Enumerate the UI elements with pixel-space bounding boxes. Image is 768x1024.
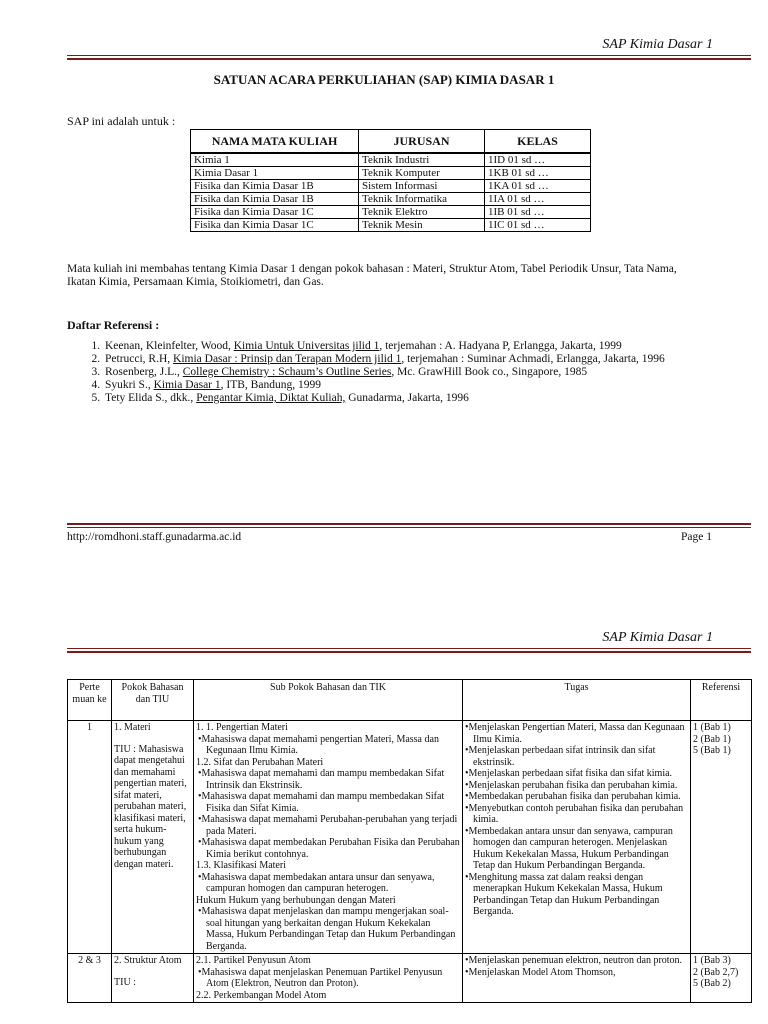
sub-point: • Mahasiswa dapat membedakan antara unsur dan senyawa, campuran homogen dan campuran heterogen. xyxy=(196,872,460,895)
reference-details: , Mc. GrawHill Book co., Singapore, 1985 xyxy=(391,366,588,378)
table-row xyxy=(191,193,591,206)
reference-details: Gunadarma, Jakarta, 1996 xyxy=(345,392,469,404)
sub-point: • Mahasiswa dapat menjelaskan dan mampu mengerjakan soal-soal hitungan yang berkaitan dengan Hukum Kekekalan Massa, Hukum Perbandingan Tetap dan Hukum Perbandingan Berganda. xyxy=(196,906,460,952)
column-header: NAMA MATA KULIAH xyxy=(191,130,359,154)
table-cell: 1IB 01 sd … xyxy=(485,206,591,219)
sub-heading: 1.2. Sifat dan Perubahan Materi xyxy=(196,756,324,768)
referensi-item: 1 (Bab 1) xyxy=(693,722,731,733)
reference-item xyxy=(103,366,743,379)
references-heading: Daftar Referensi : xyxy=(67,318,160,332)
table-row xyxy=(68,721,752,954)
pokok-title: 1. Materi xyxy=(114,722,151,733)
tugas-item: • Menyebutkan contoh perubahan fisika dan perubahan kimia. xyxy=(465,803,688,826)
header-rule xyxy=(67,55,751,56)
table-cell: Fisika dan Kimia Dasar 1B xyxy=(191,180,359,193)
table-cell: Teknik Mesin xyxy=(359,219,485,232)
table-row xyxy=(68,954,752,1003)
sub-heading: 2.1. Partikel Penyusun Atom xyxy=(196,955,311,966)
footer-rule xyxy=(67,527,751,528)
tugas-cell xyxy=(463,954,691,1003)
table-cell: Teknik Informatika xyxy=(359,193,485,206)
reference-title: College Chemistry : Schaum’s Outline Series xyxy=(182,366,392,378)
tugas-item: • Menjelaskan perbedaan sifat intrinsik dan sifat ekstrinsik. xyxy=(465,745,688,768)
table-cell: Kimia 1 xyxy=(191,153,359,167)
references-list xyxy=(67,340,743,405)
pokok-title: 2. Struktur Atom xyxy=(114,955,182,966)
reference-title: Kimia Dasar : Prinsip dan Terapan Modern jilid 1 xyxy=(173,353,402,365)
pokok-bahasan-cell xyxy=(112,954,194,1003)
reference-details: , terjemahan : Suminar Achmadi, Erlangga, Jakarta, 1996 xyxy=(401,353,665,365)
reference-title: Pengantar Kimia, Diktat Kuliah, xyxy=(196,392,346,404)
header-rule-thick xyxy=(67,651,751,653)
table-cell: Sistem Informasi xyxy=(359,180,485,193)
sub-point: • Mahasiswa dapat memahami pengertian Materi, Massa dan Kegunaan Ilmu Kimia. xyxy=(196,734,460,757)
reference-title: Kimia Dasar 1 xyxy=(153,379,221,391)
table-row xyxy=(191,153,591,167)
reference-item xyxy=(103,392,743,405)
tugas-item: • Membedakan antara unsur dan senyawa, campuran homogen dan campuran heterogen. Menjelaskan Hukum Kekekalan Massa, Hukum Perbandingan Tetap dan Hukum Perbandingan Berganda. xyxy=(465,826,688,872)
table-cell: 1KA 01 sd … xyxy=(485,180,591,193)
table-cell: 1IA 01 sd … xyxy=(485,193,591,206)
reference-authors: Rosenberg, J.L., xyxy=(105,366,183,378)
table-row xyxy=(191,219,591,232)
column-header-sub-pokok: Sub Pokok Bahasan dan TIK xyxy=(194,680,463,721)
header-rule xyxy=(67,648,751,649)
tugas-item: • Menjelaskan perubahan fisika dan perubahan kimia. xyxy=(465,780,688,792)
page-header-title: SAP Kimia Dasar 1 xyxy=(602,630,713,645)
footer-rule-thick xyxy=(67,523,751,525)
sub-point: • Mahasiswa dapat menjelaskan Penemuan Partikel Penyusun Atom (Elektron, Neutron dan Proton). xyxy=(196,967,460,990)
tugas-cell xyxy=(463,721,691,954)
meeting-number: 1 xyxy=(68,721,112,954)
meeting-number: 2 & 3 xyxy=(68,954,112,1003)
table-cell: 1IC 01 sd … xyxy=(485,219,591,232)
column-header: JURUSAN xyxy=(359,130,485,154)
pokok-bahasan-cell xyxy=(112,721,194,954)
column-header: KELAS xyxy=(485,130,591,154)
sub-heading: 1. 1. Pengertian Materi xyxy=(196,722,288,733)
column-header-referensi: Referensi xyxy=(691,680,752,721)
referensi-item: 5 (Bab 1) xyxy=(693,745,731,756)
reference-authors: Tety Elida S., dkk., xyxy=(105,392,197,404)
table-cell: Fisika dan Kimia Dasar 1C xyxy=(191,219,359,232)
reference-authors: Petrucci, R.H, xyxy=(105,353,174,365)
class-table xyxy=(190,129,591,232)
spacer xyxy=(114,967,191,977)
table-cell: Teknik Elektro xyxy=(359,206,485,219)
reference-title: Kimia Untuk Universitas jilid 1 xyxy=(233,340,380,352)
referensi-item: 2 (Bab 2,7) xyxy=(693,966,739,978)
spacer xyxy=(114,734,191,744)
reference-authors: Keenan, Kleinfelter, Wood, xyxy=(105,340,234,352)
table-row xyxy=(191,180,591,193)
column-header-pokok: Pokok Bahasan dan TIU xyxy=(112,680,194,721)
sub-heading: Hukum Hukum yang berhubungan dengan Materi xyxy=(196,894,396,906)
sub-point: • Mahasiswa dapat memahami dan mampu membedakan Sifat Fisika dan Sifat Kimia. xyxy=(196,791,460,814)
reference-item xyxy=(103,379,743,392)
sub-point: • Mahasiswa dapat membedakan Perubahan Fisika dan Perubahan Kimia berikut contohnya. xyxy=(196,837,460,860)
table-row xyxy=(191,167,591,180)
class-table-header xyxy=(191,130,591,154)
table-cell: Fisika dan Kimia Dasar 1C xyxy=(191,206,359,219)
sub-point: • Mahasiswa dapat memahami Perubahan-perubahan yang terjadi pada Materi. xyxy=(196,814,460,837)
table-cell: Fisika dan Kimia Dasar 1B xyxy=(191,193,359,206)
tugas-item: • Menjelaskan Model Atom Thomson, xyxy=(465,967,688,979)
reference-item xyxy=(103,353,743,366)
pokok-tiu: TIU : xyxy=(114,976,136,988)
table-cell: Teknik Komputer xyxy=(359,167,485,180)
referensi-cell xyxy=(691,954,752,1003)
reference-details: , ITB, Bandung, 1999 xyxy=(220,379,321,391)
tugas-item: • Membedakan perubahan fisika dan perubahan kimia. xyxy=(465,791,688,803)
referensi-item: 1 (Bab 3) xyxy=(693,955,731,966)
tugas-item: • Menjelaskan penemuan elektron, neutron dan proton. xyxy=(465,955,688,967)
reference-item xyxy=(103,340,743,353)
sub-heading: 1.3. Klasifikasi Materi xyxy=(196,860,286,871)
sub-pokok-cell xyxy=(194,954,463,1003)
reference-details: , terjemahan : A. Hadyana P, Erlangga, Jakarta, 1999 xyxy=(379,340,622,352)
document-title: SATUAN ACARA PERKULIAHAN (SAP) KIMIA DASAR 1 xyxy=(213,72,555,87)
tugas-item: • Menjelaskan Pengertian Materi, Massa dan Kegunaan Ilmu Kimia. xyxy=(465,722,688,745)
sub-pokok-cell xyxy=(194,721,463,954)
sap-table xyxy=(67,679,752,1003)
tugas-item: • Menjelaskan perbedaan sifat fisika dan sifat kimia. xyxy=(465,768,688,780)
table-row xyxy=(191,206,591,219)
column-header-tugas: Tugas xyxy=(463,680,691,721)
footer-url: http://romdhoni.staff.gunadarma.ac.id xyxy=(67,531,242,543)
course-description: Mata kuliah ini membahas tentang Kimia Dasar 1 dengan pokok bahasan : Materi, Struktur Atom, Tabel Periodik Unsur, Tata Nama, Ikatan Kimia, Persamaan Kimia, Stoikiometri, dan Gas. xyxy=(67,263,677,288)
column-header-pertemuan: Perte muan ke xyxy=(68,680,112,721)
page-number: Page 1 xyxy=(681,531,712,543)
referensi-cell xyxy=(691,721,752,954)
page-header-title: SAP Kimia Dasar 1 xyxy=(602,37,713,52)
table-cell: Kimia Dasar 1 xyxy=(191,167,359,180)
referensi-item: 5 (Bab 2) xyxy=(693,978,731,989)
sap-table-header xyxy=(68,680,752,721)
sub-heading: 2.2. Perkembangan Model Atom xyxy=(196,989,327,1001)
pokok-tiu: TIU : Mahasiswa dapat mengetahui dan memahami pengertian materi, sifat materi, perubahan materi, klasifikasi materi, serta hukum-hukum yang berhubungan dengan materi. xyxy=(114,743,187,870)
reference-authors: Syukri S., xyxy=(105,379,154,391)
tugas-item: • Menghitung massa zat dalam reaksi dengan menerapkan Hukum Kekekalan Massa, Hukum Perbandingan Tetap dan Hukum Perbandingan Berganda. xyxy=(465,872,688,918)
referensi-item: 2 (Bab 1) xyxy=(693,733,731,745)
table-cell: 1ID 01 sd … xyxy=(485,153,591,167)
table-cell: 1KB 01 sd … xyxy=(485,167,591,180)
sub-point: • Mahasiswa dapat memahami dan mampu membedakan Sifat Intrinsik dan Ekstrinsik. xyxy=(196,768,460,791)
header-rule-thick xyxy=(67,58,751,60)
table-cell: Teknik Industri xyxy=(359,153,485,167)
intro-text: SAP ini adalah untuk : xyxy=(67,114,176,128)
